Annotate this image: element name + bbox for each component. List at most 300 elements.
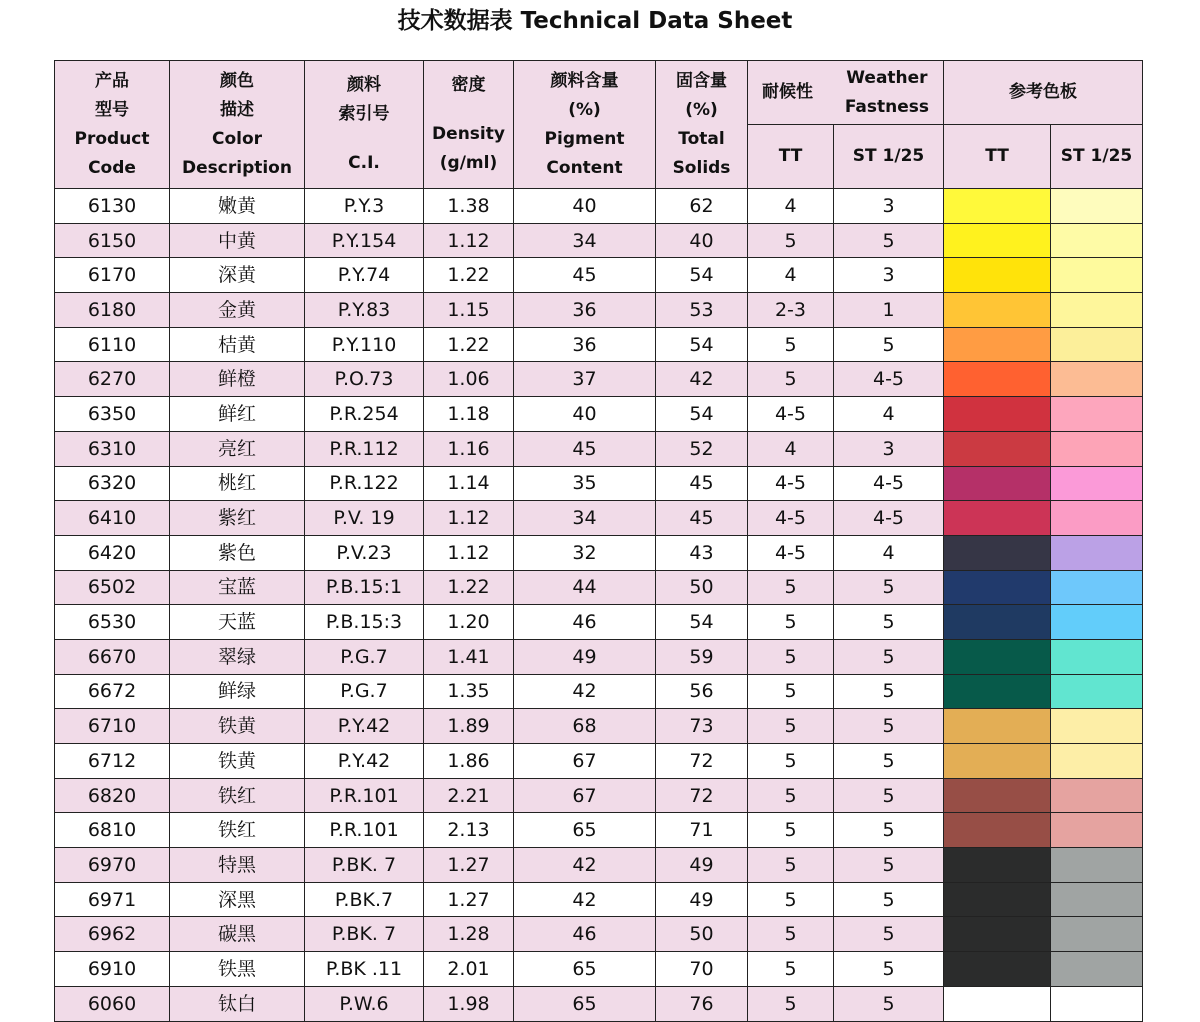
cell-weather-st: 5 [834, 882, 944, 917]
header-weather-st: ST 1/25 [834, 125, 944, 189]
cell-density: 2.21 [424, 778, 514, 813]
cell-pigment-content: 65 [514, 813, 656, 848]
cell-density: 1.06 [424, 362, 514, 397]
swatch-tt [944, 431, 1051, 466]
swatch-st [1051, 189, 1143, 224]
cell-weather-tt: 5 [748, 744, 834, 779]
swatch-tt [944, 570, 1051, 605]
cell-product-code: 6971 [55, 882, 170, 917]
cell-pigment-content: 42 [514, 674, 656, 709]
cell-ci: P.Y.42 [305, 744, 424, 779]
cell-total-solids: 70 [656, 952, 748, 987]
table-row [55, 535, 1143, 570]
header-product-code-en: Product Code [74, 128, 150, 178]
header-weather-cn: 耐候性 [762, 82, 813, 102]
cell-color-description: 钛白 [170, 986, 305, 1021]
swatch-st [1051, 431, 1143, 466]
cell-weather-tt: 4 [748, 258, 834, 293]
color-swatch [1051, 744, 1142, 778]
color-swatch [944, 362, 1050, 396]
cell-product-code: 6420 [55, 535, 170, 570]
cell-total-solids: 42 [656, 362, 748, 397]
color-swatch [944, 675, 1050, 709]
page-title: 技术数据表 Technical Data Sheet [397, 8, 793, 34]
cell-density: 1.22 [424, 570, 514, 605]
color-swatch [1051, 536, 1142, 570]
swatch-tt [944, 917, 1051, 952]
cell-weather-tt: 4-5 [748, 535, 834, 570]
color-swatch [944, 952, 1050, 986]
color-swatch [1051, 258, 1142, 292]
cell-density: 1.20 [424, 605, 514, 640]
swatch-st [1051, 674, 1143, 709]
cell-ci: P.BK. 7 [305, 848, 424, 883]
cell-weather-tt: 4-5 [748, 501, 834, 536]
color-swatch [1051, 779, 1142, 813]
header-swatch-st: ST 1/25 [1051, 125, 1143, 189]
table-row [55, 986, 1143, 1021]
swatch-st [1051, 258, 1143, 293]
table-row [55, 952, 1143, 987]
cell-color-description: 深黑 [170, 882, 305, 917]
header-weather-tt: TT [748, 125, 834, 189]
header-ci [305, 61, 424, 189]
cell-weather-tt: 5 [748, 813, 834, 848]
color-swatch [944, 536, 1050, 570]
swatch-st [1051, 327, 1143, 362]
color-swatch [1051, 640, 1142, 674]
cell-pigment-content: 35 [514, 466, 656, 501]
swatch-st [1051, 778, 1143, 813]
cell-product-code: 6320 [55, 466, 170, 501]
table-row [55, 431, 1143, 466]
swatch-tt [944, 744, 1051, 779]
cell-total-solids: 56 [656, 674, 748, 709]
cell-density: 1.14 [424, 466, 514, 501]
swatch-tt [944, 362, 1051, 397]
color-swatch [944, 987, 1050, 1021]
color-swatch [1051, 813, 1142, 847]
color-swatch [944, 605, 1050, 639]
cell-pigment-content: 45 [514, 431, 656, 466]
cell-weather-st: 4 [834, 397, 944, 432]
swatch-tt [944, 952, 1051, 987]
cell-total-solids: 49 [656, 882, 748, 917]
cell-weather-st: 4-5 [834, 362, 944, 397]
cell-ci: P.W.6 [305, 986, 424, 1021]
table-row [55, 605, 1143, 640]
swatch-st [1051, 639, 1143, 674]
cell-weather-st: 3 [834, 189, 944, 224]
swatch-tt [944, 605, 1051, 640]
cell-weather-st: 5 [834, 986, 944, 1021]
header-product-code-cn: 产品 型号 [95, 70, 129, 120]
cell-weather-tt: 4-5 [748, 466, 834, 501]
swatch-st [1051, 882, 1143, 917]
cell-ci: P.R.101 [305, 813, 424, 848]
cell-total-solids: 50 [656, 570, 748, 605]
swatch-st [1051, 848, 1143, 883]
cell-product-code: 6310 [55, 431, 170, 466]
swatch-st [1051, 917, 1143, 952]
color-swatch [1051, 709, 1142, 743]
swatch-st [1051, 466, 1143, 501]
cell-color-description: 铁黄 [170, 709, 305, 744]
cell-color-description: 亮红 [170, 431, 305, 466]
cell-weather-tt: 2-3 [748, 293, 834, 328]
cell-color-description: 紫色 [170, 535, 305, 570]
swatch-tt [944, 986, 1051, 1021]
cell-weather-tt: 5 [748, 882, 834, 917]
cell-weather-tt: 5 [748, 605, 834, 640]
cell-density: 1.98 [424, 986, 514, 1021]
cell-weather-st: 5 [834, 674, 944, 709]
cell-total-solids: 54 [656, 258, 748, 293]
cell-ci: P.R.254 [305, 397, 424, 432]
cell-product-code: 6502 [55, 570, 170, 605]
cell-total-solids: 54 [656, 605, 748, 640]
color-swatch [944, 883, 1050, 917]
color-swatch [944, 432, 1050, 466]
cell-pigment-content: 65 [514, 952, 656, 987]
cell-weather-st: 5 [834, 223, 944, 258]
cell-ci: P.B.15:3 [305, 605, 424, 640]
cell-color-description: 铁红 [170, 778, 305, 813]
cell-density: 1.27 [424, 848, 514, 883]
cell-ci: P.R.112 [305, 431, 424, 466]
cell-total-solids: 45 [656, 466, 748, 501]
color-swatch [944, 224, 1050, 258]
cell-weather-st: 5 [834, 327, 944, 362]
cell-density: 1.38 [424, 189, 514, 224]
swatch-tt [944, 848, 1051, 883]
cell-ci: P.R.122 [305, 466, 424, 501]
color-swatch [1051, 293, 1142, 327]
header-color-cn: 颜色 描述 [220, 70, 254, 120]
cell-weather-tt: 5 [748, 362, 834, 397]
table-row [55, 466, 1143, 501]
cell-product-code: 6130 [55, 189, 170, 224]
cell-total-solids: 59 [656, 639, 748, 674]
swatch-st [1051, 501, 1143, 536]
swatch-st [1051, 223, 1143, 258]
cell-total-solids: 71 [656, 813, 748, 848]
color-swatch [1051, 362, 1142, 396]
cell-weather-tt: 5 [748, 223, 834, 258]
cell-pigment-content: 37 [514, 362, 656, 397]
color-swatch [944, 744, 1050, 778]
color-swatch [944, 501, 1050, 535]
swatch-tt [944, 501, 1051, 536]
color-swatch [944, 397, 1050, 431]
cell-product-code: 6962 [55, 917, 170, 952]
cell-density: 1.16 [424, 431, 514, 466]
table-row [55, 570, 1143, 605]
color-swatch [944, 640, 1050, 674]
cell-pigment-content: 49 [514, 639, 656, 674]
cell-total-solids: 62 [656, 189, 748, 224]
cell-weather-st: 4-5 [834, 501, 944, 536]
cell-product-code: 6970 [55, 848, 170, 883]
cell-pigment-content: 44 [514, 570, 656, 605]
cell-pigment-content: 40 [514, 397, 656, 432]
header-pigment-cn: 颜料含量 (%) [550, 70, 619, 120]
cell-pigment-content: 46 [514, 605, 656, 640]
cell-weather-st: 5 [834, 778, 944, 813]
cell-weather-tt: 4 [748, 189, 834, 224]
cell-density: 1.41 [424, 639, 514, 674]
technical-data-table [54, 60, 1143, 1022]
cell-pigment-content: 46 [514, 917, 656, 952]
cell-product-code: 6180 [55, 293, 170, 328]
cell-pigment-content: 67 [514, 744, 656, 779]
swatch-tt [944, 882, 1051, 917]
table-row [55, 674, 1143, 709]
cell-total-solids: 49 [656, 848, 748, 883]
cell-color-description: 金黄 [170, 293, 305, 328]
cell-total-solids: 72 [656, 778, 748, 813]
table-row [55, 293, 1143, 328]
color-swatch [1051, 883, 1142, 917]
table-row [55, 189, 1143, 224]
cell-ci: P.Y.42 [305, 709, 424, 744]
swatch-st [1051, 813, 1143, 848]
header-ci-cn: 颜料 索引号 [338, 75, 390, 124]
color-swatch [1051, 952, 1142, 986]
cell-weather-st: 1 [834, 293, 944, 328]
swatch-tt [944, 535, 1051, 570]
cell-color-description: 鲜红 [170, 397, 305, 432]
swatch-st [1051, 535, 1143, 570]
swatch-st [1051, 570, 1143, 605]
cell-weather-tt: 5 [748, 327, 834, 362]
table-row [55, 397, 1143, 432]
cell-weather-tt: 5 [748, 709, 834, 744]
cell-weather-st: 5 [834, 813, 944, 848]
cell-weather-tt: 4 [748, 431, 834, 466]
color-swatch [1051, 224, 1142, 258]
cell-pigment-content: 42 [514, 848, 656, 883]
cell-color-description: 嫩黄 [170, 189, 305, 224]
table-row [55, 848, 1143, 883]
cell-density: 1.12 [424, 501, 514, 536]
cell-pigment-content: 45 [514, 258, 656, 293]
cell-product-code: 6110 [55, 327, 170, 362]
color-swatch [944, 293, 1050, 327]
table-row [55, 709, 1143, 744]
cell-pigment-content: 42 [514, 882, 656, 917]
cell-weather-st: 3 [834, 431, 944, 466]
cell-product-code: 6820 [55, 778, 170, 813]
swatch-tt [944, 327, 1051, 362]
cell-pigment-content: 68 [514, 709, 656, 744]
color-swatch [1051, 571, 1142, 605]
color-swatch [944, 709, 1050, 743]
color-swatch [944, 779, 1050, 813]
swatch-tt [944, 778, 1051, 813]
cell-pigment-content: 40 [514, 189, 656, 224]
cell-product-code: 6670 [55, 639, 170, 674]
cell-density: 2.13 [424, 813, 514, 848]
header-color-en: Color Description [182, 128, 292, 178]
cell-color-description: 宝蓝 [170, 570, 305, 605]
header-weather-en: Weather Fastness [844, 67, 930, 117]
cell-ci: P.V.23 [305, 535, 424, 570]
cell-density: 1.35 [424, 674, 514, 709]
table-row [55, 362, 1143, 397]
cell-weather-tt: 5 [748, 986, 834, 1021]
cell-total-solids: 40 [656, 223, 748, 258]
header-pigment-content [514, 61, 656, 189]
cell-pigment-content: 32 [514, 535, 656, 570]
cell-pigment-content: 65 [514, 986, 656, 1021]
cell-ci: P.O.73 [305, 362, 424, 397]
swatch-tt [944, 813, 1051, 848]
color-swatch [944, 258, 1050, 292]
cell-total-solids: 72 [656, 744, 748, 779]
cell-weather-st: 5 [834, 917, 944, 952]
cell-weather-tt: 5 [748, 674, 834, 709]
swatch-tt [944, 223, 1051, 258]
cell-pigment-content: 36 [514, 327, 656, 362]
color-swatch [1051, 432, 1142, 466]
cell-ci: P.BK.7 [305, 882, 424, 917]
swatch-st [1051, 362, 1143, 397]
header-reference-swatch: 参考色板 [944, 61, 1143, 125]
color-swatch [1051, 467, 1142, 501]
cell-ci: P.Y.3 [305, 189, 424, 224]
cell-density: 1.28 [424, 917, 514, 952]
header-solids-cn: 固含量 (%) [676, 70, 727, 120]
color-swatch [1051, 917, 1142, 951]
cell-ci: P.B.15:1 [305, 570, 424, 605]
table-row [55, 639, 1143, 674]
color-swatch [944, 813, 1050, 847]
cell-total-solids: 54 [656, 397, 748, 432]
cell-product-code: 6910 [55, 952, 170, 987]
cell-density: 1.86 [424, 744, 514, 779]
header-total-solids [656, 61, 748, 189]
table-row [55, 917, 1143, 952]
cell-density: 1.27 [424, 882, 514, 917]
color-swatch [944, 189, 1050, 223]
cell-ci: P.G.7 [305, 674, 424, 709]
cell-color-description: 桃红 [170, 466, 305, 501]
table-row [55, 501, 1143, 536]
swatch-st [1051, 293, 1143, 328]
cell-weather-st: 5 [834, 605, 944, 640]
header-weather-fastness [748, 61, 944, 125]
cell-color-description: 铁红 [170, 813, 305, 848]
cell-product-code: 6150 [55, 223, 170, 258]
swatch-st [1051, 709, 1143, 744]
table-row [55, 882, 1143, 917]
cell-color-description: 铁黄 [170, 744, 305, 779]
table-body [55, 189, 1143, 1022]
cell-product-code: 6810 [55, 813, 170, 848]
swatch-st [1051, 986, 1143, 1021]
cell-ci: P.BK. 7 [305, 917, 424, 952]
cell-color-description: 翠绿 [170, 639, 305, 674]
cell-color-description: 中黄 [170, 223, 305, 258]
header-ci-en: C.I. [348, 153, 380, 173]
swatch-st [1051, 952, 1143, 987]
cell-weather-tt: 5 [748, 952, 834, 987]
swatch-tt [944, 674, 1051, 709]
cell-weather-st: 5 [834, 570, 944, 605]
color-swatch [1051, 848, 1142, 882]
table-row [55, 778, 1143, 813]
color-swatch [1051, 397, 1142, 431]
cell-ci: P.Y.154 [305, 223, 424, 258]
cell-ci: P.Y.74 [305, 258, 424, 293]
cell-color-description: 鲜橙 [170, 362, 305, 397]
cell-color-description: 深黄 [170, 258, 305, 293]
cell-pigment-content: 34 [514, 223, 656, 258]
cell-pigment-content: 67 [514, 778, 656, 813]
cell-color-description: 鲜绿 [170, 674, 305, 709]
cell-weather-st: 5 [834, 639, 944, 674]
cell-weather-tt: 5 [748, 848, 834, 883]
cell-total-solids: 45 [656, 501, 748, 536]
cell-weather-tt: 5 [748, 778, 834, 813]
color-swatch [944, 571, 1050, 605]
cell-total-solids: 76 [656, 986, 748, 1021]
cell-total-solids: 53 [656, 293, 748, 328]
cell-product-code: 6060 [55, 986, 170, 1021]
cell-product-code: 6350 [55, 397, 170, 432]
cell-product-code: 6530 [55, 605, 170, 640]
cell-total-solids: 52 [656, 431, 748, 466]
table-row [55, 223, 1143, 258]
cell-weather-st: 5 [834, 744, 944, 779]
cell-ci: P.G.7 [305, 639, 424, 674]
color-swatch [1051, 605, 1142, 639]
cell-weather-tt: 5 [748, 639, 834, 674]
cell-product-code: 6712 [55, 744, 170, 779]
cell-density: 2.01 [424, 952, 514, 987]
header-density [424, 61, 514, 189]
cell-weather-tt: 4-5 [748, 397, 834, 432]
cell-ci: P.R.101 [305, 778, 424, 813]
table-row [55, 258, 1143, 293]
header-pigment-en: Pigment Content [544, 128, 625, 178]
cell-density: 1.12 [424, 535, 514, 570]
swatch-tt [944, 293, 1051, 328]
swatch-tt [944, 466, 1051, 501]
swatch-st [1051, 397, 1143, 432]
color-swatch [944, 848, 1050, 882]
cell-product-code: 6270 [55, 362, 170, 397]
cell-color-description: 紫红 [170, 501, 305, 536]
cell-ci: P.V. 19 [305, 501, 424, 536]
cell-weather-tt: 5 [748, 570, 834, 605]
swatch-tt [944, 397, 1051, 432]
cell-ci: P.Y.110 [305, 327, 424, 362]
table-row [55, 327, 1143, 362]
cell-density: 1.22 [424, 327, 514, 362]
color-swatch [1051, 189, 1142, 223]
cell-weather-st: 5 [834, 848, 944, 883]
swatch-st [1051, 744, 1143, 779]
cell-density: 1.18 [424, 397, 514, 432]
header-solids-en: Total Solids [672, 128, 731, 178]
color-swatch [944, 917, 1050, 951]
cell-total-solids: 50 [656, 917, 748, 952]
header-density-en: Density (g/ml) [432, 124, 505, 173]
color-swatch [1051, 987, 1142, 1021]
cell-product-code: 6410 [55, 501, 170, 536]
